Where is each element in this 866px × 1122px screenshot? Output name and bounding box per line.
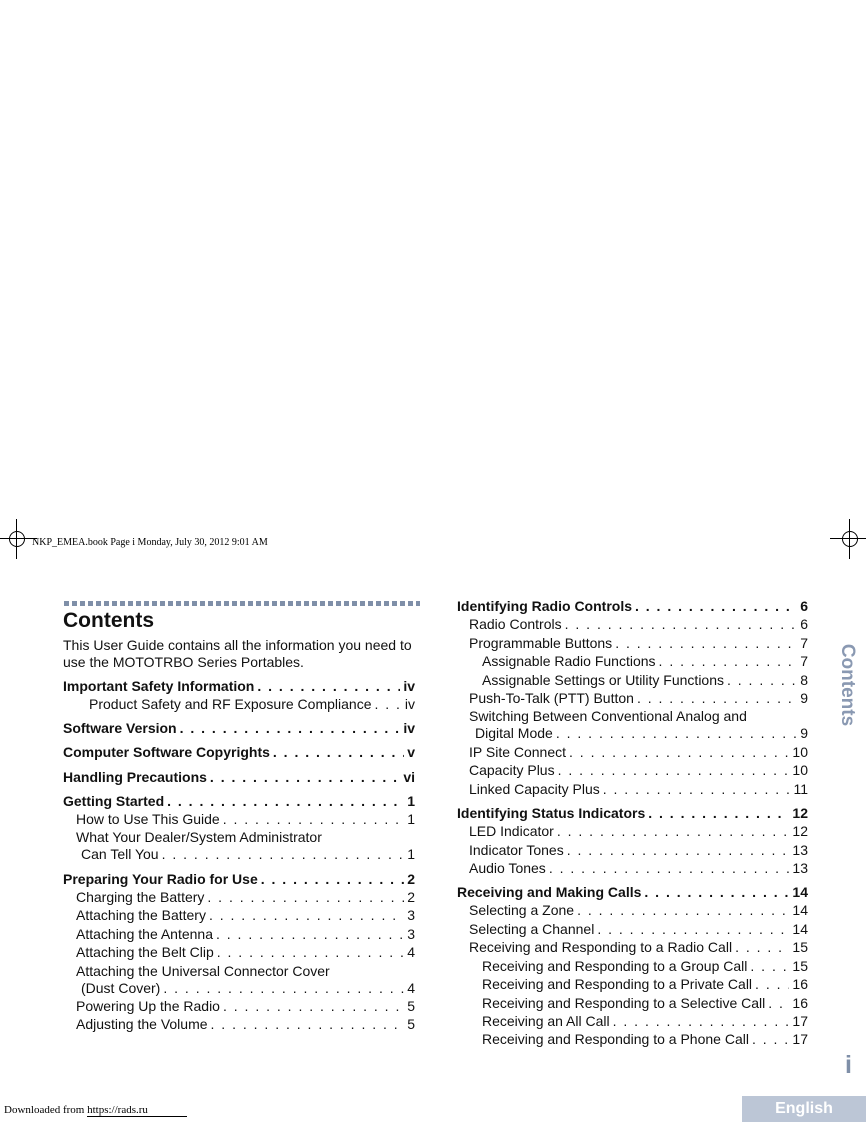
toc-entry[interactable]: Audio Tones . . . 13: [469, 860, 808, 877]
toc-entry[interactable]: Identifying Radio Controls . . . 6: [457, 598, 808, 615]
toc-entry[interactable]: Capacity Plus . . . 10: [469, 762, 808, 779]
toc-entry[interactable]: Attaching the Universal Connector Cover: [76, 963, 330, 979]
toc-entry[interactable]: Product Safety and RF Exposure Compliance . . . iv: [89, 696, 415, 713]
toc-entry[interactable]: Programmable Buttons . . . 7: [469, 635, 808, 652]
page-title: Contents: [63, 609, 154, 632]
toc-entry[interactable]: Linked Capacity Plus . . . 11: [469, 781, 808, 798]
toc-entry[interactable]: Assignable Settings or Utility Functions . . . 8: [482, 672, 808, 689]
toc-entry[interactable]: Attaching the Antenna . . . 3: [76, 926, 415, 943]
toc-entry[interactable]: Important Safety Information . . . iv: [63, 678, 415, 695]
toc-entry[interactable]: Receiving and Responding to a Phone Call . . . 17: [482, 1031, 808, 1048]
toc-entry[interactable]: How to Use This Guide . . . 1: [76, 811, 415, 828]
print-header: NKP_EMEA.book Page i Monday, July 30, 2012 9:01 AM: [32, 537, 268, 548]
heading-rule: [64, 601, 420, 606]
toc-entry[interactable]: Assignable Radio Functions . . . 7: [482, 653, 808, 670]
toc-entry[interactable]: Identifying Status Indicators . . . 12: [457, 805, 808, 822]
toc-entry[interactable]: Selecting a Zone . . . 14: [469, 902, 808, 919]
section-side-tab: Contents: [837, 643, 858, 727]
toc-entry[interactable]: Preparing Your Radio for Use . . . 2: [63, 871, 415, 888]
download-prefix: Downloaded from: [4, 1104, 85, 1116]
toc-entry[interactable]: Attaching the Belt Clip . . . 4: [76, 944, 415, 961]
toc-entry[interactable]: Getting Started . . . 1: [63, 793, 415, 810]
toc-entry[interactable]: What Your Dealer/System Administrator: [76, 829, 322, 845]
toc-entry[interactable]: Software Version . . . iv: [63, 720, 415, 737]
toc-entry[interactable]: IP Site Connect . . . 10: [469, 744, 808, 761]
toc-entry[interactable]: Computer Software Copyrights . . . v: [63, 744, 415, 761]
toc-entry[interactable]: LED Indicator . . . 12: [469, 823, 808, 840]
toc-entry[interactable]: Switching Between Conventional Analog and: [469, 708, 747, 724]
toc-entry[interactable]: Selecting a Channel . . . 14: [469, 921, 808, 938]
toc-entry[interactable]: Indicator Tones . . . 13: [469, 842, 808, 859]
download-link[interactable]: https://rads.ru: [87, 1104, 187, 1117]
toc-entry[interactable]: Powering Up the Radio . . . 5: [76, 998, 415, 1015]
toc-entry[interactable]: Receiving and Responding to a Private Call . . . 16: [482, 976, 808, 993]
crop-mark-right: [830, 519, 866, 559]
toc-entry[interactable]: Charging the Battery . . . 2: [76, 889, 415, 906]
toc-entry[interactable]: Can Tell You . . . 1: [81, 846, 415, 863]
toc-entry[interactable]: (Dust Cover) . . . 4: [81, 980, 415, 997]
toc-entry[interactable]: Receiving and Responding to a Selective Call . . . 16: [482, 995, 808, 1012]
intro-paragraph: This User Guide contains all the information you need to use the MOTOTRBO Series Portables.: [63, 637, 412, 670]
toc-entry[interactable]: Receiving and Responding to a Group Call . . . 15: [482, 958, 808, 975]
toc-entry[interactable]: Push-To-Talk (PTT) Button . . . 9: [469, 690, 808, 707]
toc-entry[interactable]: Attaching the Battery . . . 3: [76, 907, 415, 924]
toc-entry[interactable]: Receiving and Responding to a Radio Call . . . 15: [469, 939, 808, 956]
page-number: i: [845, 1051, 852, 1079]
language-tab: English: [742, 1096, 866, 1122]
toc-entry[interactable]: Adjusting the Volume . . . 5: [76, 1016, 415, 1033]
toc-entry[interactable]: Receiving an All Call . . . 17: [482, 1013, 808, 1030]
toc-entry[interactable]: Handling Precautions . . . vi: [63, 769, 415, 786]
download-footer: [4, 1104, 187, 1117]
toc-entry[interactable]: Receiving and Making Calls . . . 14: [457, 884, 808, 901]
toc-entry[interactable]: Digital Mode . . . 9: [475, 725, 808, 742]
toc-entry[interactable]: Radio Controls . . . 6: [469, 616, 808, 633]
